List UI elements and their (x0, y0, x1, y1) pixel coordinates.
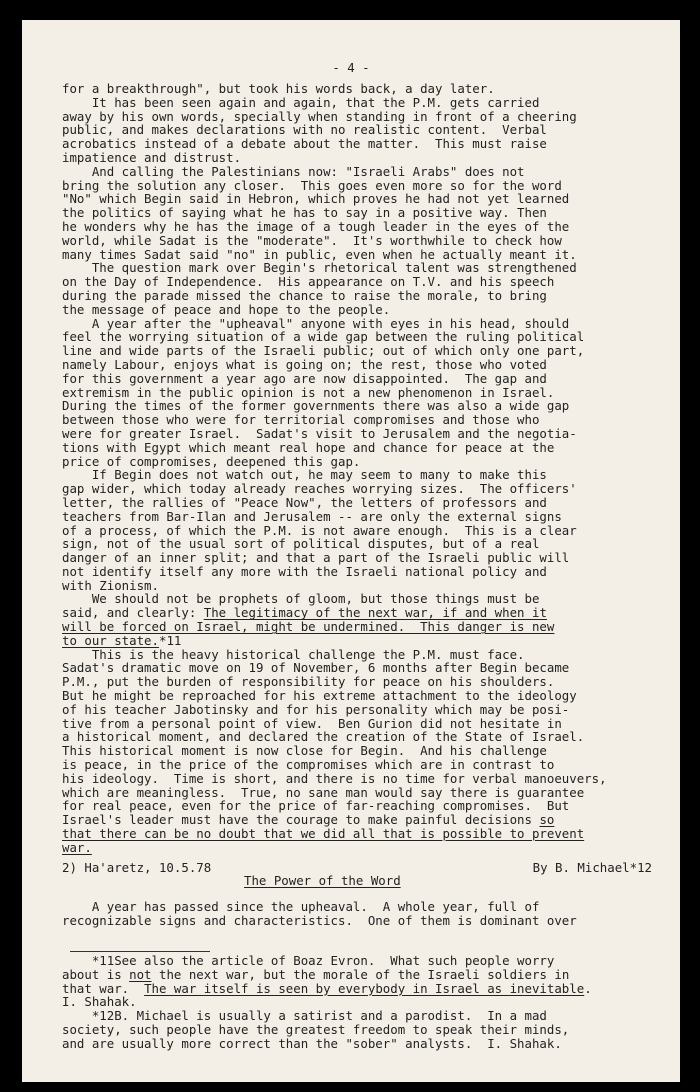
text-line: his ideology. Time is short, and there is no time for verbal manoeuvers, (62, 770, 607, 786)
text-segment: Israel's leader must have the courage to make painful decisions (62, 812, 540, 828)
text-line (62, 813, 662, 827)
text-line: is peace, in the price of the compromises which are in contrast to (62, 757, 555, 773)
text-line: during the parade missed the chance to raise the morale, to bring (62, 287, 547, 303)
text-line: But he might be reproached for his extreme attachment to the ideology (62, 688, 577, 704)
text-line: teachers from Bar-Ilan and Jerusalem -- are only the external signs (62, 508, 562, 524)
footnote-line: *11See also the article of Boaz Evron. What such people worry (62, 953, 555, 968)
text-line: were for greater Israel. Sadat's visit to Jerusalem and the negotia- (62, 425, 577, 441)
footnote-line (62, 982, 662, 996)
text-line (62, 620, 662, 634)
text-line: "No" which Begin said in Hebron, which proves he had not yet learned (62, 191, 570, 207)
text-line: bring the solution any closer. This goes even more so for the word (62, 177, 562, 193)
body-text (62, 82, 662, 855)
footnotes (62, 954, 662, 1051)
text-line: between those who were for territorial compromises and those who (62, 412, 540, 428)
text-line: If Begin does not watch out, he may seem to many to make this (62, 467, 547, 483)
text-line: he wonders why he has the image of a tough leader in the eyes of the (62, 218, 570, 234)
text-line: sign, not of the usual sort of political disputes, but of a real (62, 536, 540, 552)
text-line: gap wider, which today already reaches worrying sizes. The officers' (62, 481, 577, 497)
text-line: This is the heavy historical challenge the P.M. must face. (62, 646, 525, 662)
text-line: public, and makes declarations with no realistic content. Verbal (62, 122, 547, 138)
text-line: A year after the "upheaval" anyone with eyes in his head, should (62, 315, 570, 331)
document-page (22, 20, 680, 1082)
text-segment: said, and clearly: (62, 605, 204, 621)
text-line: a historical moment, and declared the creation of the State of Israel. (62, 729, 585, 745)
text-line: Sadat's dramatic move on 19 of November, 6 months after Begin became (62, 660, 570, 676)
text-segment: the next war, but the morale of the Israeli soldiers in (151, 966, 570, 982)
page-number: - 4 - (332, 60, 370, 75)
text-line: This historical moment is now close for Begin. And his challenge (62, 743, 547, 759)
underlined-segment: to our state. (62, 632, 159, 648)
text-segment: . (584, 980, 592, 996)
text-line: namely Labour, enjoys what is going on; the rest, those who voted (62, 356, 547, 372)
text-line: letter, the rallies of "Peace Now", the letters of professors and (62, 494, 547, 510)
text-line: line and wide parts of the Israeli public; out of which only one part, (62, 343, 585, 359)
text-line: the politics of saying what he has to say in a positive way. Then (62, 205, 547, 221)
text-line: the message of peace and hope to the people. (62, 301, 391, 317)
text-line (62, 634, 662, 648)
text-line: A year has passed since the upheaval. A whole year, full of (62, 899, 540, 914)
text-line: feel the worrying situation of a wide gap between the ruling political (62, 329, 585, 345)
footnote-divider (70, 951, 210, 952)
underlined-segment: not (129, 966, 152, 982)
underlined-segment: will be forced on Israel, might be undermined. This danger is new (62, 619, 555, 635)
text-line: impatience and distrust. (62, 149, 242, 165)
footnote-line: society, such people have the greatest freedom to speak their minds, (62, 1021, 570, 1037)
footnote-line: I. Shahak. (62, 994, 137, 1010)
source-citation: 2) Ha'aretz, 10.5.78 (62, 860, 212, 875)
text-line: tions with Egypt which meant real hope and chance for peace at the (62, 439, 555, 455)
text-line: tive from a personal point of view. Ben Gurion did not hesitate in (62, 715, 562, 731)
text-line: recognizable signs and characteristics. One of them is dominant over (62, 912, 577, 928)
underlined-segment: so (539, 812, 555, 828)
text-line: danger of an inner split; and that a part of the Israeli public will (62, 550, 570, 566)
footnote-marker: *11 (158, 632, 182, 648)
text-line: of a process, of which the P.M. is not aware enough. This is a clear (62, 522, 577, 538)
text-line: During the times of the former governments there was also a wide gap (62, 398, 570, 414)
text-line: extremism in the public opinion is not a new phenomenon in Israel. (62, 384, 555, 400)
article-author: By B. Michael*12 (532, 860, 652, 875)
text-line: not identify itself any more with the Israeli national policy and (62, 563, 547, 579)
text-line: We should not be prophets of gloom, but those things must be (62, 591, 540, 607)
text-line: acrobatics instead of a debate about the matter. This must raise (62, 136, 547, 152)
text-line: many times Sadat said "no" in public, even when he actually meant it. (62, 246, 577, 262)
article-source-header (62, 860, 662, 888)
footnote-line: *12B. Michael is usually a satirist and a parodist. In a mad (62, 1008, 547, 1024)
text-segment: about is (62, 966, 130, 982)
footnote-line (62, 968, 662, 982)
text-line: P.M., put the burden of responsibility for peace on his shoulders. (62, 674, 555, 690)
text-line: And calling the Palestinians now: "Israeli Arabs" does not (62, 163, 525, 179)
text-segment: that war. (62, 980, 145, 996)
underlined-segment: war. (62, 839, 92, 855)
text-line: away by his own words, specially when standing in front of a cheering (62, 108, 577, 124)
text-line: for a breakthrough", but took his words back, a day later. (62, 81, 495, 96)
underlined-segment: The legitimacy of the next war, if and when it (203, 605, 547, 621)
text-line: world, while Sadat is the "moderate". It's worthwhile to check how (62, 232, 562, 248)
text-line: for real peace, even for the price of far-reaching compromises. But (62, 798, 570, 814)
underlined-segment: The war itself is seen by everybody in Israel as inevitable (144, 980, 585, 996)
article-title: The Power of the Word (244, 873, 401, 888)
text-line: for this government a year ago are now disappointed. The gap and (62, 370, 547, 386)
text-line: which are meaningless. True, no sane man would say there is guarantee (62, 784, 585, 800)
text-line (62, 827, 662, 841)
article-body (62, 900, 662, 928)
text-line: with Zionism. (62, 577, 159, 593)
footnote-line: and are usually more correct than the "sober" analysts. I. Shahak. (62, 1035, 562, 1051)
text-line: price of compromises, deepened this gap. (62, 453, 361, 469)
text-line (62, 606, 662, 620)
underlined-segment: that there can be no doubt that we did all that is possible to prevent (62, 826, 585, 842)
text-line: on the Day of Independence. His appearance on T.V. and his speech (62, 274, 555, 290)
text-line: It has been seen again and again, that the P.M. gets carried (62, 94, 540, 110)
text-line (62, 841, 662, 855)
text-line: of his teacher Jabotinsky and for his personality which may be posi- (62, 701, 570, 717)
text-line: The question mark over Begin's rhetorical talent was strengthened (62, 260, 577, 276)
